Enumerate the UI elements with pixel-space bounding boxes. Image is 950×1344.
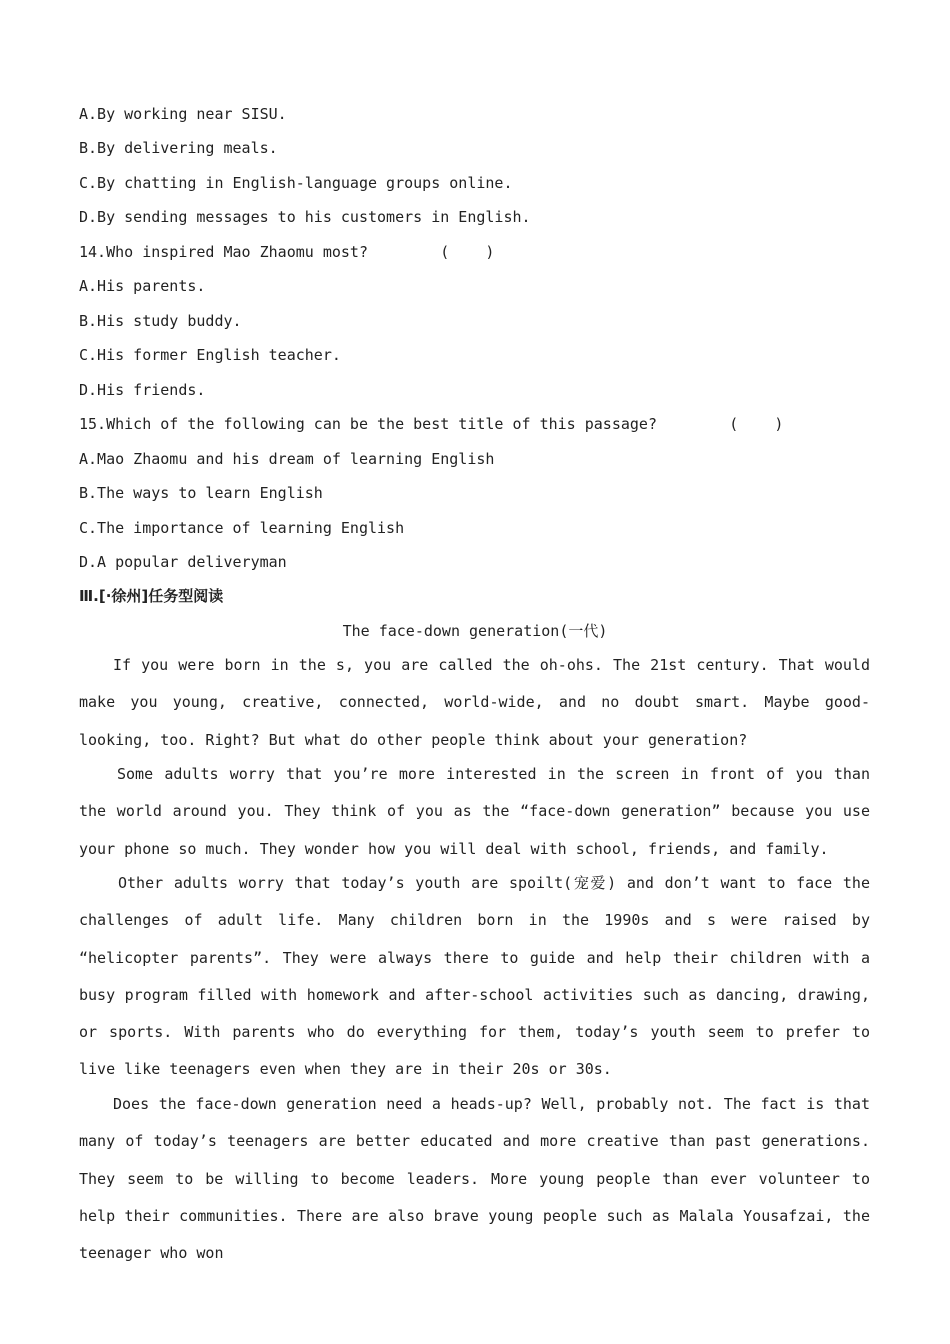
- passage-paragraph-1: If you were born in the s, you are called the oh-ohs. The 21st century. That would make you young, creative, connected, world-wide, and no doubt smart. Maybe good-looking, too. Right? But what do other people think about your generation?: [79, 656, 870, 749]
- passage-title: The face-down generation(一代): [342, 622, 608, 640]
- passage-paragraph-3: Other adults worry that today’s youth are spoilt(宠爱) and don’t want to face the challenges of adult life. Many children born in the 1990s and s were raised by “helicopter parents”. They were always there to guide and help their children with a busy program filled with homework and after-school activities such as dancing, drawing, or sports. With parents who do everything for them, today’s youth seem to prefer to live like teenagers even when they are in their 20s or 30s.: [79, 874, 870, 1079]
- q14-option-b: B.His study buddy.: [79, 312, 242, 330]
- section-heading: Ⅲ.[·徐州]任务型阅读: [79, 587, 224, 605]
- passage-paragraph-2: Some adults worry that you’re more interested in the screen in front of you than the world around you. They think of you as the “face-down generation” because you use your phone so much. They wonder how you will deal with school, friends, and family.: [79, 765, 870, 858]
- q14-option-c: C.His former English teacher.: [79, 346, 341, 364]
- q13-option-d: D.By sending messages to his customers in English.: [79, 208, 531, 226]
- q15-option-c: C.The importance of learning English: [79, 519, 405, 537]
- q13-option-b: B.By delivering meals.: [79, 139, 278, 157]
- q13-option-a: A.By working near SISU.: [79, 105, 287, 123]
- q15-question: 15.Which of the following can be the best title of this passage? ( ): [79, 415, 784, 433]
- q14-question: 14.Who inspired Mao Zhaomu most? ( ): [79, 243, 495, 261]
- q14-option-d: D.His friends.: [79, 381, 206, 399]
- q13-option-c: C.By chatting in English-language groups online.: [79, 174, 513, 192]
- q15-option-a: A.Mao Zhaomu and his dream of learning English: [79, 450, 495, 468]
- q15-option-d: D.A popular deliveryman: [79, 553, 287, 571]
- passage-paragraph-4: Does the face-down generation need a heads-up? Well, probably not. The fact is that many of today’s teenagers are better educated and more creative than past generations. They seem to be willing to become leaders. More young people than ever volunteer to help their communities. There are also brave young people such as Malala Yousafzai, the teenager who won: [79, 1095, 870, 1263]
- q14-option-a: A.His parents.: [79, 277, 206, 295]
- q15-option-b: B.The ways to learn English: [79, 484, 323, 502]
